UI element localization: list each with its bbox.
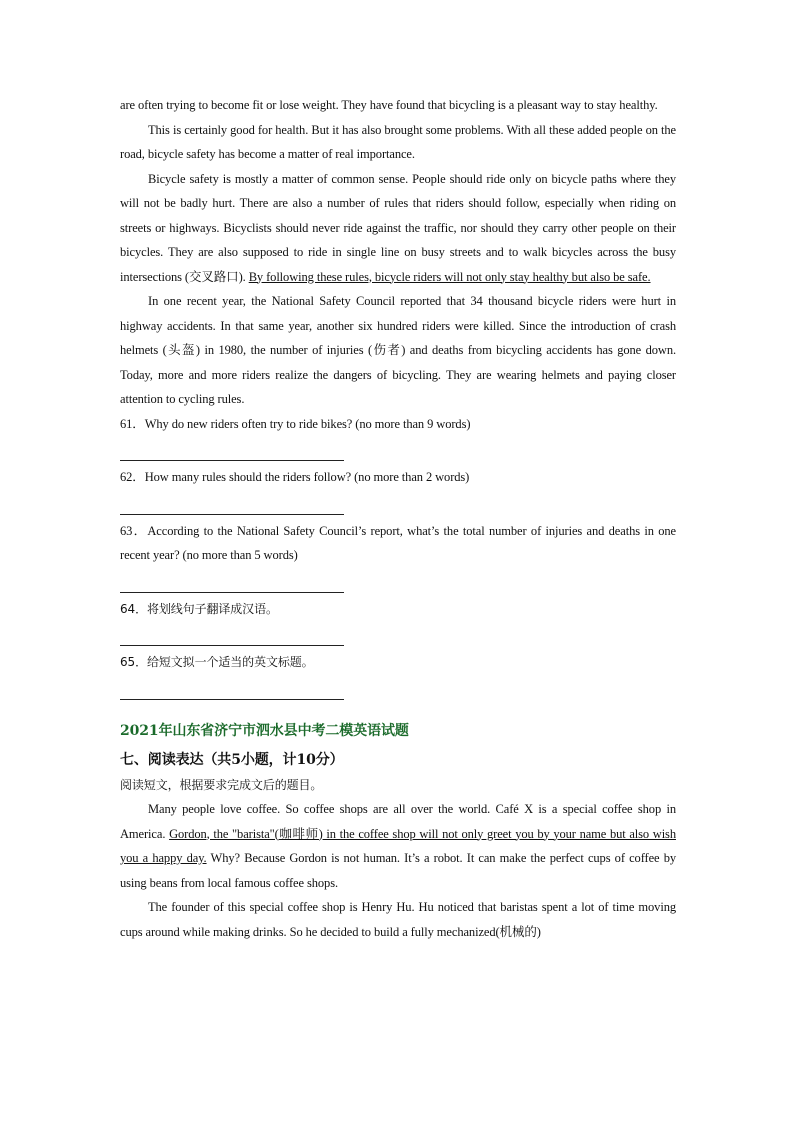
underlined-sentence-1: By following these rules, bicycle riders will not only stay healthy but also be safe. — [248, 269, 651, 284]
document-content — [120, 93, 676, 944]
answer-line-61[interactable] — [120, 436, 344, 461]
answer-line-65[interactable] — [120, 675, 344, 700]
instruction: 阅读短文，根据要求完成文后的题目。 — [120, 777, 323, 792]
exam-title: 2021年山东省济宁市泗水县中考二模英语试题 — [120, 722, 409, 739]
answer-line-62[interactable] — [120, 490, 344, 515]
passage2-paragraph-1 — [120, 797, 676, 895]
passage1-paragraph-2 — [120, 167, 676, 290]
section-heading: 七、阅读表达（共5小题，计10分） — [120, 751, 344, 768]
underlined-sentence-2: Gordon, the "barista"(咖啡师) in the coffee shop will not only greet you by your name but also wish you a happy day. — [120, 826, 676, 865]
question-61: 61．Why do new riders often try to ride bikes? (no more than 9 words) — [120, 416, 471, 431]
passage2-paragraph-2: The founder of this special coffee shop is Henry Hu. Hu noticed that baristas spent a lot of time moving cups around while making drinks. So he decided to build a fully mechanized(机械的) — [120, 900, 676, 939]
passage2-paragraph-1-text-b: Why? Because Gordon is not human. It’s a robot. It can make the perfect cups of coffee by using beans from local famous coffee shops. — [120, 851, 677, 890]
question-64: 64．将划线句子翻译成汉语。 — [120, 601, 278, 616]
answer-line-63[interactable] — [120, 568, 344, 593]
question-62: 62．How many rules should the riders follow? (no more than 2 words) — [120, 470, 470, 484]
passage2-paragraph-1-text-a: Many people love coffee. So coffee shops are all over the world. Café X is a special coffee shop in America. — [120, 802, 676, 841]
question-65: 65．给短文拟一个适当的英文标题。 — [120, 655, 314, 669]
passage1-paragraph-0: are often trying to become fit or lose weight. They have found that bicycling is a pleasant way to stay healthy. — [120, 98, 658, 112]
passage1-paragraph-2-text: Bicycle safety is mostly a matter of common sense. People should ride only on bicycle paths where they will not be badly hurt. There are also a number of rules that riders should follow, especially when riding on streets or highways. Bicyclists should never ride against the traffic, nor should they carry other people on their bicycles. They are also supposed to ride in single line on busy streets and to walk bicycles across the busy intersections (交叉路口). — [120, 171, 676, 284]
passage1-paragraph-1: This is certainly good for health. But it has also brought some problems. With all these added people on the road, bicycle safety has become a matter of real importance. — [120, 122, 676, 161]
passage1-paragraph-3: In one recent year, the National Safety Council reported that 34 thousand bicycle riders were hurt in highway accidents. In that same year, another six hundred riders were killed. Since the introduction of crash helmets (头盔) in 1980, the number of injuries (伤者) and deaths from bicycling accidents has gone down. Today, more and more riders realize the dangers of bicycling. They are wearing helmets and paying closer attention to cycling rules. — [120, 294, 676, 406]
answer-line-64[interactable] — [120, 621, 344, 646]
question-63: 63．According to the National Safety Council’s report, what’s the total number of injuries and deaths in one recent year? (no more than 5 words) — [120, 523, 676, 562]
